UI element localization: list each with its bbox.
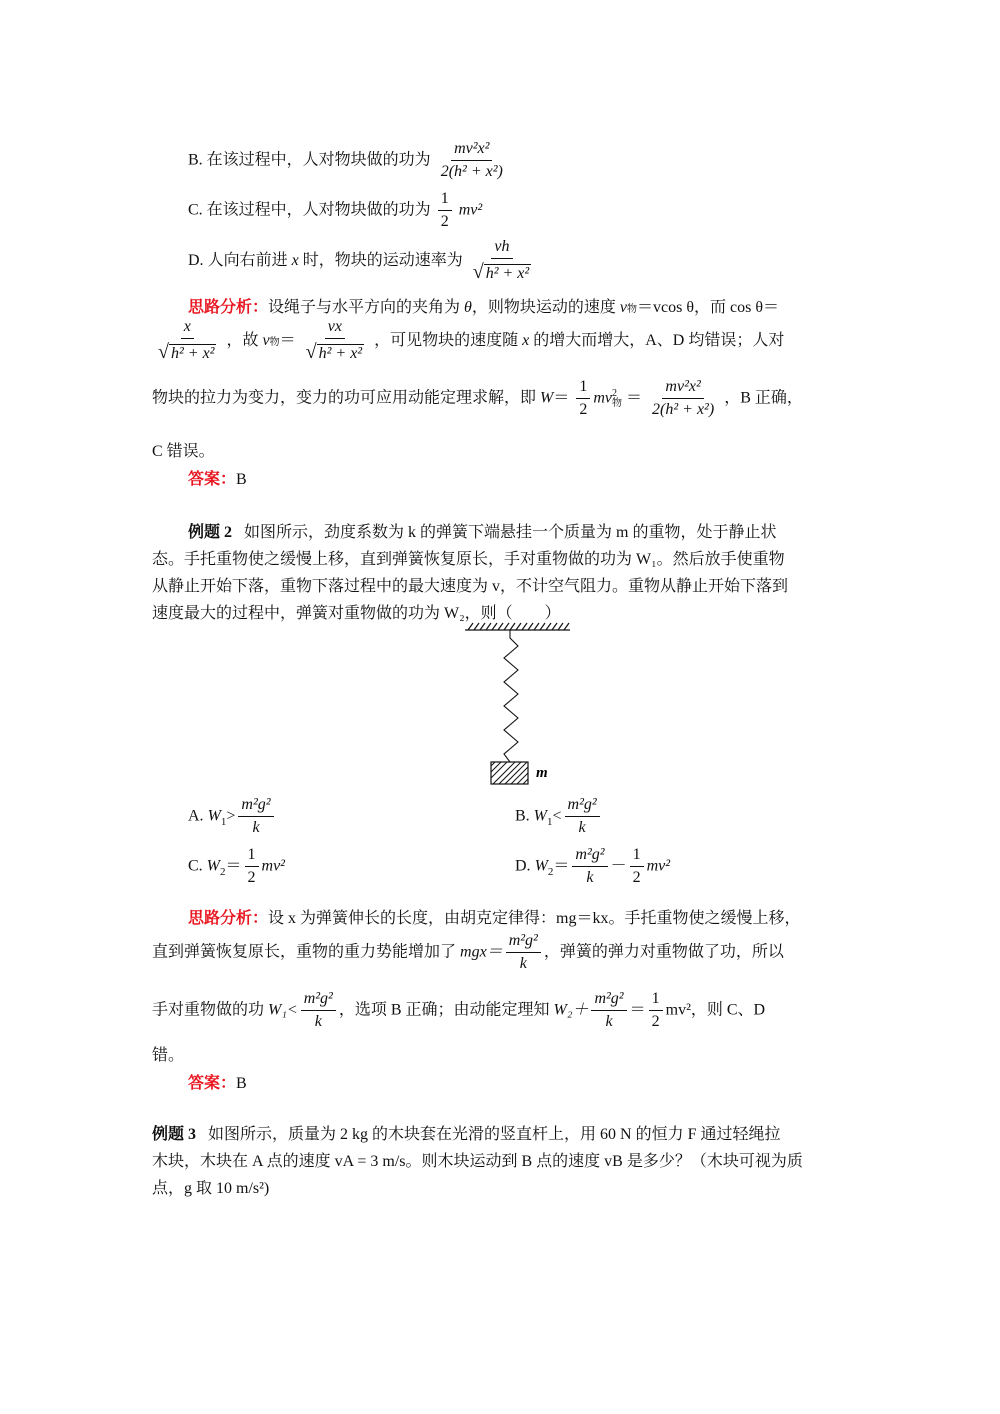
text: ＝ — [279, 331, 296, 349]
option-text: 时，物块的运动速率为 — [302, 251, 463, 269]
hatch-mark — [528, 623, 533, 630]
example-3-line-1 — [152, 1121, 780, 1144]
text: ，弹簧的弹力对重物做了功，所以 — [543, 943, 784, 961]
fraction — [630, 846, 644, 888]
answer-label: 答案： — [188, 469, 237, 488]
denominator: h² + x² — [318, 345, 363, 363]
fraction — [245, 846, 259, 888]
analysis-heading: 思路分析： — [188, 908, 269, 927]
hatch-mark — [558, 623, 563, 630]
text: ＝ — [629, 1001, 646, 1019]
numerator: 1 — [245, 846, 259, 867]
hatch-mark — [504, 623, 509, 630]
variable: W — [207, 807, 221, 825]
option-d — [515, 846, 670, 888]
example-3-line-3: 点，g 取 10 m/s²) — [152, 1180, 270, 1197]
analysis-1-line-4: C 错误。 — [152, 443, 215, 460]
numerator: m²g² — [572, 846, 607, 867]
option-tail: mv² — [458, 201, 483, 219]
operator: < — [552, 807, 562, 825]
option-a — [188, 796, 277, 838]
variable: θ — [464, 299, 472, 316]
variable: W — [534, 857, 548, 875]
hatch-mark — [564, 623, 569, 630]
example-2-line-1 — [188, 519, 776, 542]
numerator: m²g² — [565, 796, 600, 817]
text: ＝ — [626, 389, 643, 407]
ceiling-icon — [465, 623, 570, 630]
subscript: 1 — [220, 815, 227, 828]
text: W₂＋ — [553, 1001, 589, 1019]
option-label: B. — [515, 807, 530, 825]
hatch-mark — [474, 623, 479, 630]
example-title: 例题 2 — [188, 524, 233, 541]
denominator: 2 — [247, 869, 256, 887]
hatch-mark — [552, 623, 557, 630]
answer-value: B — [236, 1075, 247, 1092]
analysis-1-line-2 — [152, 318, 784, 364]
analysis-2-line-3 — [152, 990, 765, 1032]
example-2-line-2: 态。手托重物使之缓慢上移，直到弹簧恢复原长，手对重物做的功为 W₁。然后放手使重物 — [152, 551, 785, 568]
example-3-line-2: 木块，木块在 A 点的速度 vA = 3 m/s。则木块运动到 B 点的速度 vB 是多少？（木块可视为质 — [152, 1153, 803, 1170]
variable: x — [291, 251, 299, 269]
mass-label: m — [536, 765, 548, 781]
sqrt-icon: √ — [158, 341, 169, 364]
variable: v — [619, 299, 628, 316]
operator: － — [610, 857, 627, 875]
hatch-mark — [522, 623, 527, 630]
fraction — [649, 990, 663, 1032]
variable: v — [262, 331, 270, 349]
hatch-mark — [480, 623, 485, 630]
numerator: vx — [325, 318, 345, 339]
hatch-mark — [540, 623, 545, 630]
numerator: mv²x² — [451, 140, 492, 161]
option-label: A. — [188, 807, 204, 825]
denominator: 2(h² + x²) — [652, 401, 715, 419]
fraction — [565, 796, 600, 838]
analysis-2-line-4: 错。 — [152, 1047, 185, 1064]
stem-text: 如图所示，质量为 2 kg 的木块套在光滑的竖直杆上，用 60 N 的恒力 F 通过轻绳拉 — [208, 1126, 781, 1143]
answer-label: 答案： — [188, 1073, 237, 1092]
denominator: h² + x² — [485, 265, 530, 283]
text: ＝ — [553, 389, 570, 407]
fraction — [438, 190, 452, 232]
fraction — [303, 318, 367, 364]
denominator: k — [605, 1013, 613, 1031]
denominator: 2(h² + x²) — [440, 163, 503, 181]
denominator: k — [314, 1013, 322, 1031]
numerator: 1 — [630, 846, 644, 867]
sqrt-icon: √ — [472, 261, 484, 284]
variable: W — [540, 389, 554, 407]
denominator: k — [519, 955, 527, 973]
numerator: 1 — [576, 378, 590, 399]
option-label: C. — [188, 857, 203, 875]
fraction — [470, 238, 534, 284]
variable: W — [206, 857, 220, 875]
denominator: k — [578, 819, 586, 837]
fraction — [301, 990, 336, 1032]
numerator: m²g² — [238, 796, 273, 817]
fraction — [438, 140, 506, 182]
fraction — [591, 990, 626, 1032]
analysis-2-line-2 — [152, 932, 784, 974]
hatch-mark — [516, 623, 521, 630]
analysis-1-line-3: 物块的拉力为变力，变力的功可应用动能定理求解，即 W＝ $\frac{1}{2}$ mv 2 物 ＝ $\frac{\text{mv²x²}}{\text{2(h² + x²)}}$ ，B 正确， — [152, 378, 803, 419]
text: ＝vcos θ，而 cos θ＝ — [637, 299, 780, 316]
text: ，可见物块的速度随 — [374, 331, 519, 349]
hatch-mark — [534, 623, 539, 630]
example-title: 例题 3 — [152, 1126, 197, 1143]
answer-1 — [188, 466, 247, 489]
numerator: m²g² — [591, 990, 626, 1011]
hatch-mark — [498, 623, 503, 630]
text: 设绳子与水平方向的夹角为 — [268, 299, 461, 316]
operator: ＝ — [225, 857, 242, 875]
text: W₁< — [268, 1001, 298, 1019]
numerator: x — [181, 318, 194, 339]
sqrt-icon: √ — [305, 341, 317, 364]
denominator: 2 — [440, 213, 449, 231]
analysis-2-line-1 — [188, 905, 800, 928]
analysis-1-line-1 — [188, 294, 779, 317]
text: 物块的拉力为变力，变力的功可应用动能定理求解，即 — [152, 389, 537, 407]
option-b — [188, 140, 509, 182]
option-label: D. — [188, 251, 204, 269]
hatch-mark — [510, 623, 515, 630]
hatch-mark — [492, 623, 497, 630]
subscript: 物 — [627, 304, 638, 315]
variable: mv — [593, 389, 613, 407]
text: 设 x 为弹簧伸长的长度，由胡克定律得：mg＝kx。手托重物使之缓慢上移， — [268, 910, 801, 927]
numerator: mv²x² — [662, 378, 703, 399]
stem-text: 如图所示，劲度系数为 k 的弹簧下端悬挂一个质量为 m 的重物，处于静止状 — [244, 524, 777, 541]
fraction — [572, 846, 607, 888]
hatch-mark — [468, 623, 473, 630]
text: ，选项 B 正确；由动能定理知 — [338, 1001, 550, 1019]
text: ，B 正确， — [724, 389, 803, 407]
denominator: 2 — [632, 869, 641, 887]
text: 的增大而增大，A、D 均错误；人对 — [533, 331, 785, 349]
answer-value: B — [236, 471, 247, 488]
subscript: 1 — [547, 815, 553, 828]
text: mv²，则 C、D — [665, 1001, 766, 1019]
subscript: 2 — [220, 865, 226, 878]
analysis-heading: 思路分析： — [188, 297, 269, 316]
denominator: h² + x² — [170, 345, 215, 363]
option-label: D. — [515, 857, 531, 875]
hatch-mark — [486, 623, 491, 630]
denominator: 2 — [579, 401, 588, 419]
numerator: m²g² — [506, 932, 541, 953]
option-tail: mv² — [646, 857, 671, 875]
text: 直到弹簧恢复原长，重物的重力势能增加了 — [152, 943, 457, 961]
subscript: 物 — [269, 336, 280, 348]
fraction — [155, 318, 219, 364]
subscript: 2 — [547, 865, 554, 878]
option-c — [188, 190, 482, 232]
example-2-line-4: 速度最大的过程中，弹簧对重物做的功为 W₂，则（ ） — [152, 605, 561, 622]
option-c — [188, 846, 285, 888]
numerator: 1 — [438, 190, 452, 211]
option-text: 在该过程中，人对物块做的功为 — [206, 151, 431, 169]
example-2-line-3: 从静止开始下落，重物下落过程中的最大速度为 v，不计空气阻力。重物从静止开始下落到 — [152, 578, 789, 595]
option-text: 人向右前进 — [207, 251, 288, 269]
weight-block-icon — [491, 762, 528, 784]
operator: ＝ — [553, 857, 570, 875]
option-label: B. — [188, 151, 203, 169]
denominator: 2 — [651, 1013, 660, 1031]
variable: x — [522, 331, 530, 349]
text: ，故 — [226, 331, 259, 349]
text: 手对重物做的功 — [152, 1001, 265, 1019]
option-text: 在该过程中，人对物块做的功为 — [206, 201, 431, 219]
numerator: m²g² — [301, 990, 336, 1011]
denominator: k — [252, 819, 260, 837]
subscript: 物 — [612, 397, 623, 409]
answer-2 — [188, 1070, 247, 1093]
fraction — [506, 932, 541, 974]
text: ，则物块运动的速度 — [471, 299, 616, 316]
option-label: C. — [188, 201, 203, 219]
fraction — [238, 796, 273, 838]
operator: > — [226, 807, 236, 825]
numerator: 1 — [649, 990, 663, 1011]
hatch-mark — [546, 623, 551, 630]
option-b — [515, 796, 603, 838]
spring-icon — [504, 630, 518, 762]
option-tail: mv² — [261, 857, 285, 875]
fraction — [576, 378, 590, 420]
numerator: vh — [491, 238, 512, 259]
variable: W — [533, 807, 547, 825]
fraction — [649, 378, 717, 420]
denominator: k — [586, 869, 594, 887]
text: mgx＝ — [460, 943, 503, 961]
spring-figure — [460, 620, 590, 790]
option-d — [188, 238, 537, 284]
